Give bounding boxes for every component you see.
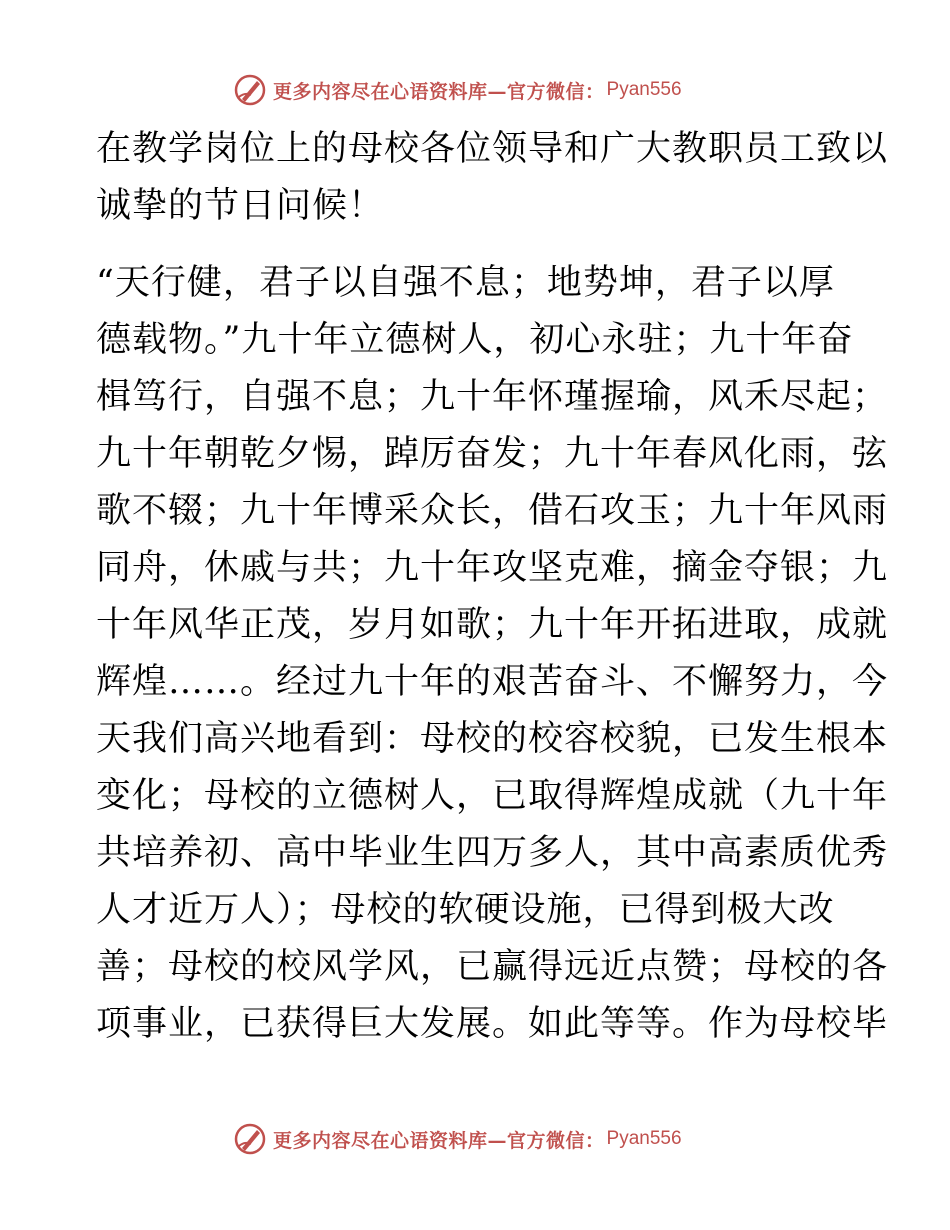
text-line: 在教学岗位上的母校各位领导和广大教职员工致以 [96,129,889,169]
text-line: 人才近万人）；母校的软硬设施，已得到极大改 [96,890,835,930]
watermark-wechat-id: Pyan556 [606,79,682,100]
document-body [96,121,889,1053]
text-line: 歌不辍；九十年博采众长，借石攻玉；九十年风雨 [96,491,889,531]
text-line: “天行健，君子以自强不息；地势坤，君子以厚 [96,263,835,303]
text-line: 德载物。”九十年立德树人，初心永驻；九十年奋 [96,320,854,360]
watermark-wechat-id: Pyan556 [606,1128,682,1149]
text-line: 变化；母校的立德树人，已取得辉煌成就（九十年 [96,776,889,816]
pen-logo-icon [233,73,267,107]
text-line: 项事业，已获得巨大发展。如此等等。作为母校毕 [96,1004,889,1044]
pen-logo-icon [233,1122,267,1156]
text-line: 九十年朝乾夕惕，踔厉奋发；九十年春风化雨，弦 [96,434,889,474]
watermark-text: 更多内容尽在心语资料库—官方微信： [273,1129,605,1152]
text-line: 辉煌……。经过九十年的艰苦奋斗、不懈努力，今 [96,662,889,702]
text-line: 楫笃行，自强不息；九十年怀瑾握瑜，风禾尽起； [96,377,889,417]
text-line: 诚挚的节日问候！ [96,186,385,226]
text-line: 十年风华正茂，岁月如歌；九十年开拓进取，成就 [96,605,889,645]
paragraph-gap [96,235,856,255]
watermark-text: 更多内容尽在心语资料库—官方微信： [273,80,605,103]
paragraph [96,255,889,1053]
text-line: 共培养初、高中毕业生四万多人，其中高素质优秀 [96,833,889,873]
text-line: 善；母校的校风学风，已赢得远近点赞；母校的各 [96,947,889,987]
text-line: 同舟，休戚与共；九十年攻坚克难，摘金夺银；九 [96,548,889,588]
header-watermark [233,70,713,110]
text-line: 天我们高兴地看到：母校的校容校貌，已发生根本 [96,719,889,759]
paragraph [96,121,889,235]
footer-watermark [233,1119,713,1159]
